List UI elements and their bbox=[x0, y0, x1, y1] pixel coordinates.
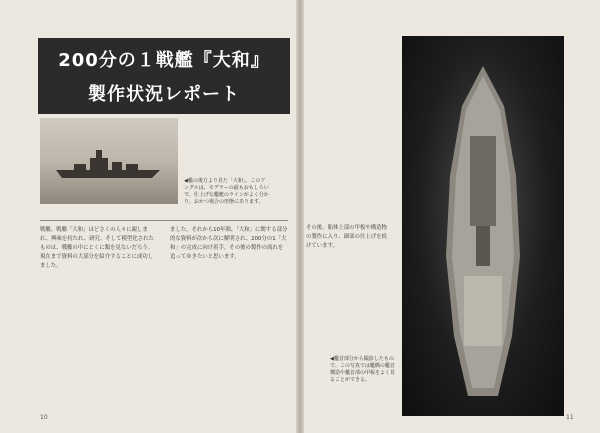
divider-rule bbox=[40, 220, 288, 221]
page-number-left: 10 bbox=[40, 414, 48, 421]
photo-caption-left: ◀艦の後方より見た「大和」。このアングルは、モデラーの最もおもしろいで、仕上げな艦艇のラインがよく分かり、おかつ場合の形態にあります。 bbox=[184, 178, 269, 205]
ship-photo-small bbox=[40, 118, 178, 204]
ship-photo-large bbox=[402, 36, 564, 416]
page-gutter bbox=[296, 0, 304, 433]
body-column-3: その後、船体上部の甲板や構造物の製作に入り、細部の仕上げを続けています。 bbox=[306, 225, 387, 249]
body-column-2: ました。それから10年間、「大和」に関する部分的な資料が次から次に解明され、200分の1「大和」の完成に向け着手。その後の製作の流れを追ってゆきたいと思います。 bbox=[170, 227, 288, 260]
battleship-topdown bbox=[402, 36, 564, 416]
body-column-1: 戦艦、戦艦「大和」ほどさくの人々に親しまれ、興味を持たれ、研究、そして模型化されたものは、戦艦の中にとくに類を見ないだろう。現在まで資料の大部分を紹介することに成功しました。 bbox=[40, 227, 154, 269]
page-number-right: 11 bbox=[566, 414, 574, 421]
photo-caption-right: ◀艦首部分から撮影したもので、この写真では艦橋の艦首構造や艦首部の甲板をよく見ることができる。 bbox=[330, 356, 396, 383]
title-line-1: 200分の１戦艦『大和』 bbox=[58, 50, 270, 71]
title-banner bbox=[38, 38, 290, 114]
title-line-2: 製作状況レポート bbox=[88, 84, 240, 105]
battleship-silhouette bbox=[56, 148, 160, 178]
